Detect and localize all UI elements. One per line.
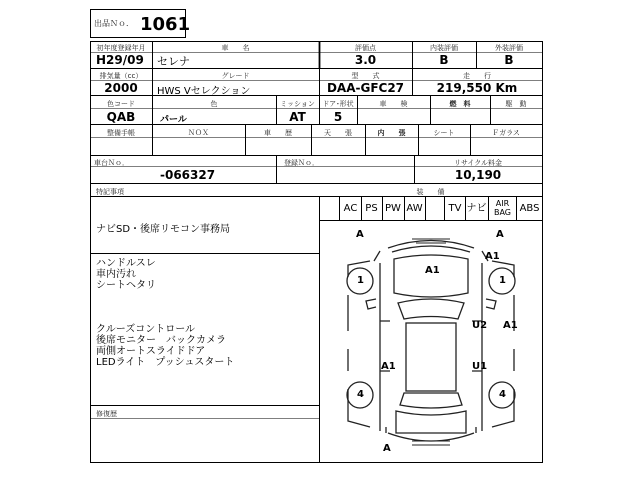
repair-history-label: 修復歴 [96, 410, 117, 418]
mark-right-u2: U2 [472, 320, 488, 331]
note-line-2: ハンドルスレ [96, 258, 156, 269]
equip-pw: PW [385, 203, 401, 214]
mark-fr-fender-a1: A1 [485, 251, 500, 262]
color-label: 色 [210, 100, 218, 108]
equip-abs: ABS [519, 203, 540, 214]
equip-aw: AW [406, 203, 423, 214]
interior-tear-label: 内 張 [377, 129, 406, 137]
mark-left-a1: A1 [381, 361, 396, 372]
displacement-value: 2000 [104, 81, 138, 95]
fuel-label: 燃 料 [449, 100, 471, 108]
type-label: 型 式 [351, 72, 380, 80]
recycle-label: リサイクル料金 [453, 159, 503, 167]
type-value: DAA-GFC27 [326, 81, 405, 95]
note-line-3: 車内汚れ [96, 269, 136, 280]
lot-label: 出品Ｎｏ． [94, 19, 134, 28]
score-label: 評価点 [355, 44, 376, 52]
equip-navi: ナビ [466, 203, 487, 214]
equip-tv: TV [448, 203, 462, 214]
seat-label: シート [433, 129, 455, 137]
mark-right-a1: A1 [503, 320, 518, 331]
inspection-label: 車 検 [379, 100, 408, 108]
model-label: 車 名 [221, 44, 250, 52]
mark-wheel-fl: 1 [357, 275, 364, 286]
mark-front-right-a: A [496, 229, 504, 240]
score-value: 3.0 [354, 53, 377, 67]
mark-front-left-a: A [356, 229, 364, 240]
first-reg-value: H29/09 [96, 53, 144, 67]
mission-value: AT [289, 110, 306, 124]
grade-label: グレード [221, 72, 250, 80]
mark-wheel-rl: 4 [357, 389, 364, 400]
interior-value: B [439, 53, 449, 67]
mark-wheel-rr: 4 [499, 389, 506, 400]
model-value: セレナ [157, 55, 190, 68]
history-label: 車 歴 [264, 129, 292, 137]
equip-airbag: AIR BAG [493, 199, 512, 217]
mark-wheel-fr: 1 [499, 275, 506, 286]
regno-label: 登録Ｎｏ． [284, 159, 319, 167]
mark-hood-a1: A1 [425, 265, 440, 276]
note-line-8: LEDライト プッシュスタート [96, 357, 235, 368]
note-line-5: クルーズコントロール [96, 324, 195, 335]
color-value: パール [160, 115, 187, 125]
doors-label: ドア･形状 [322, 100, 354, 108]
color-code-label: 色コード [107, 100, 135, 108]
lot-number: 1061 [140, 14, 191, 35]
notes-label: 特記事項 [96, 188, 124, 196]
note-line-6: 後席モニター バックカメラ [96, 335, 226, 346]
interior-label: 内装評価 [430, 44, 458, 52]
mark-right-u1: U1 [472, 361, 488, 372]
equipment-label: 装 備 [416, 188, 445, 196]
sunroof-label: 天 張 [324, 129, 352, 137]
mileage-value: 219,550 Km [436, 81, 518, 95]
recycle-value: 10,190 [454, 168, 502, 182]
note-line-4: シートヘタリ [96, 280, 156, 291]
manual-label: 整備手帳 [107, 129, 135, 137]
car-damage-diagram [320, 221, 542, 462]
exterior-value: B [504, 53, 514, 67]
nox-label: ＮＯＸ [188, 129, 209, 137]
equip-ps: PS [365, 203, 378, 214]
equip-ac: AC [343, 203, 358, 214]
glass-label: Ｆガラス [492, 129, 520, 137]
note-line-7: 両側オートスライドドア [96, 346, 206, 357]
note-line-1: ナビSD・後席リモコン事務局 [96, 224, 231, 235]
chassis-value: -066327 [160, 168, 216, 182]
doors-value: 5 [333, 110, 343, 124]
mission-label: ミッション [280, 100, 315, 108]
grade-value: HWS Vセレクション [157, 86, 251, 97]
first-reg-label: 初年度登録年月 [96, 44, 146, 52]
chassis-label: 車台Ｎｏ． [94, 159, 129, 167]
displacement-label: 排気量（cc） [99, 72, 143, 80]
drive-label: 駆 動 [505, 100, 527, 108]
mark-rear-a: A [383, 443, 391, 454]
exterior-label: 外装評価 [495, 44, 523, 52]
color-code-value: QAB [106, 110, 136, 124]
mileage-label: 走 行 [463, 72, 491, 80]
